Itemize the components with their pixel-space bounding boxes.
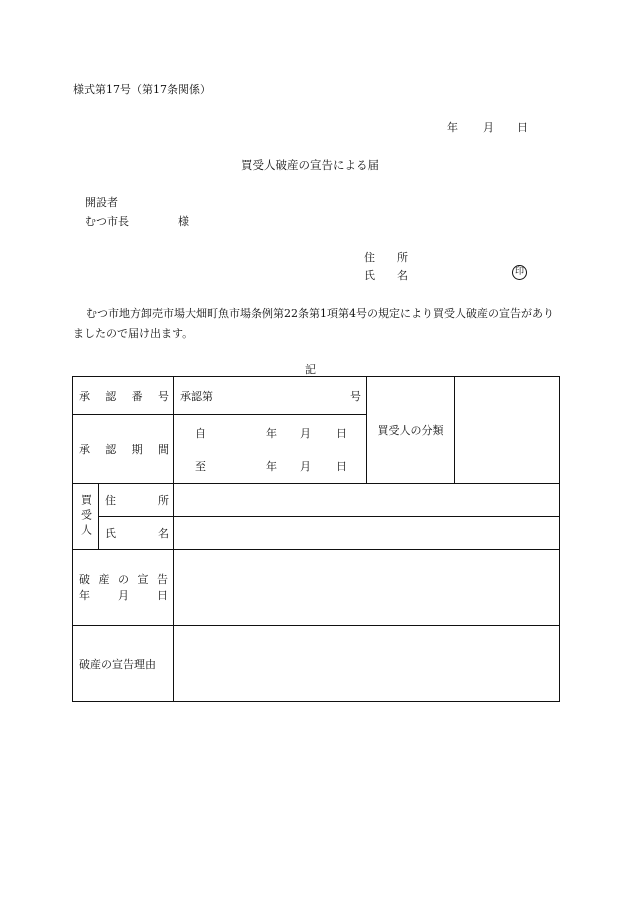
- bankruptcy-date-label-char: 産: [98, 572, 110, 586]
- bankruptcy-reason-label-cell: [73, 626, 174, 702]
- seal-mark: 印: [512, 265, 527, 280]
- recipient-name: むつ市長: [85, 215, 129, 228]
- approval-period-input[interactable]: [174, 415, 367, 484]
- bankruptcy-date-label-char: 日: [157, 588, 168, 602]
- body-text: むつ市地方卸売市場大畑町魚市場条例第22条第1項第4号の規定により買受人破産の宣告がありましたので届け出ます。: [73, 307, 554, 340]
- document-title: 買受人破産の宣告による届: [241, 158, 379, 172]
- buyer-address-label-cell: [99, 484, 174, 517]
- period-from-day: 日: [336, 426, 347, 440]
- buyer-name-label-char: 氏: [105, 527, 116, 540]
- bankruptcy-reason-label: 破産の宣告理由: [79, 657, 156, 671]
- approval-number-input[interactable]: [174, 377, 367, 415]
- buyer-label: 買受人: [79, 494, 93, 539]
- approval-number-label-char: 号: [157, 389, 169, 403]
- buyer-address-input[interactable]: [174, 484, 560, 517]
- date-month: 月: [483, 121, 494, 134]
- buyer-name-input[interactable]: [174, 517, 560, 550]
- bankruptcy-reason-input[interactable]: [174, 626, 560, 702]
- buyer-class-label: 買受人の分類: [377, 424, 444, 437]
- approval-number-suffix: 号: [350, 389, 361, 403]
- approval-number-label-cell: [73, 377, 174, 415]
- applicant-address-label: 住 所: [364, 251, 408, 264]
- buyer-label-cell: [73, 484, 99, 550]
- approval-number-prefix: 承認第: [180, 389, 213, 403]
- approval-period-label-char: 承: [79, 443, 90, 456]
- period-to-year: 年: [266, 459, 277, 473]
- bankruptcy-date-label-char: 告: [157, 572, 168, 586]
- applicant-name-label: 氏 名: [364, 269, 408, 282]
- approval-period-label-cell: [73, 415, 174, 484]
- recipient-honorific: 様: [178, 215, 189, 228]
- bankruptcy-date-label-char: の: [118, 572, 129, 586]
- bankruptcy-date-label-char: 月: [118, 588, 129, 602]
- date-year: 年: [447, 121, 458, 134]
- period-from-year: 年: [266, 426, 277, 440]
- buyer-name-label-char: 名: [158, 527, 169, 540]
- form-number: 様式第17号（第17条関係）: [73, 83, 211, 96]
- bankruptcy-date-input[interactable]: [174, 550, 560, 626]
- approval-number-label-char: 承: [79, 389, 90, 403]
- period-to-month: 月: [300, 459, 311, 473]
- period-from: 自: [195, 426, 206, 440]
- bankruptcy-date-label-char: 宣: [137, 572, 149, 586]
- buyer-class-label-cell: [367, 377, 455, 484]
- approval-period-label-char: 認: [105, 443, 117, 456]
- period-from-month: 月: [300, 426, 311, 440]
- notification-form-table: [72, 376, 560, 702]
- bankruptcy-date-label-char: 破: [79, 572, 90, 586]
- period-to: 至: [195, 459, 206, 473]
- approval-period-label-char: 間: [157, 443, 169, 456]
- buyer-name-label-cell: [99, 517, 174, 550]
- approval-period-label-char: 期: [131, 443, 143, 456]
- buyer-address-label-char: 所: [158, 494, 169, 507]
- approval-number-label-char: 番: [131, 389, 143, 403]
- approval-number-label-char: 認: [105, 389, 117, 403]
- buyer-address-label-char: 住: [105, 494, 116, 507]
- buyer-class-input[interactable]: [455, 377, 560, 484]
- date-day: 日: [517, 121, 528, 134]
- recipient-role: 開設者: [85, 196, 118, 209]
- ki-heading: 記: [305, 363, 316, 376]
- period-to-day: 日: [336, 459, 347, 473]
- bankruptcy-date-label-cell: [73, 550, 174, 626]
- bankruptcy-date-label-char: 年: [79, 588, 90, 602]
